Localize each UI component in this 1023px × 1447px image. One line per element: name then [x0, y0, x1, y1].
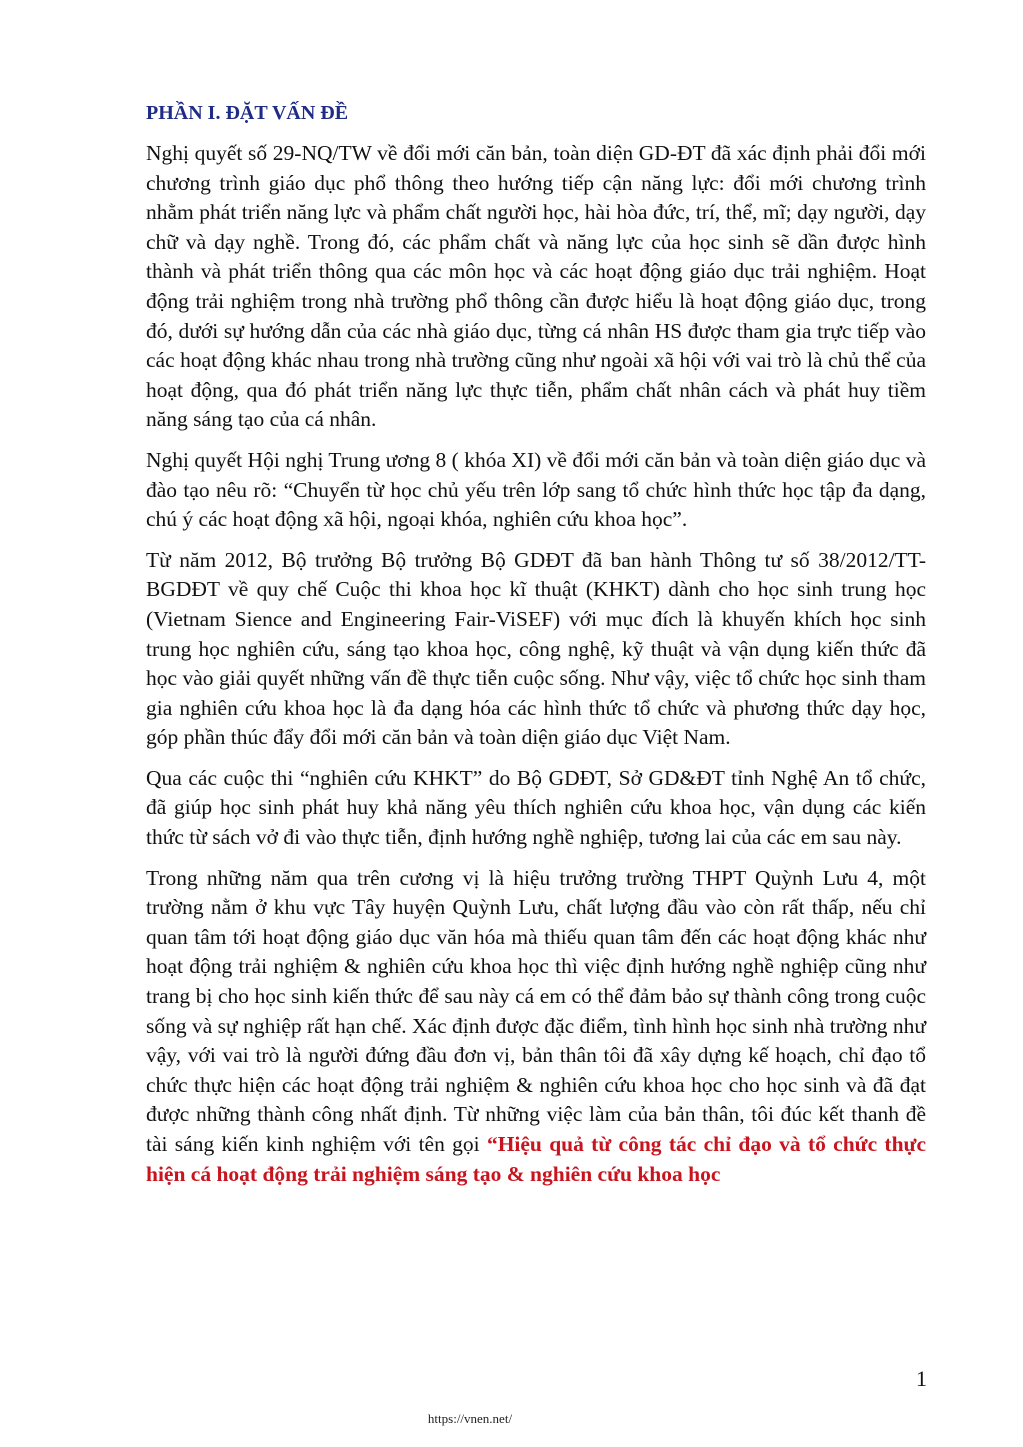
paragraph-2: Nghị quyết Hội nghị Trung ương 8 ( khóa XI) về đổi mới căn bản và toàn diện giáo dục và đào tạo nêu rõ: “Chuyển từ học chủ yếu trên lớp sang tổ chức hình thức học tập đa dạng, chú ý các hoạt động xã hội, ngoại khóa, nghiên cứu khoa học”.	[146, 447, 926, 532]
project-title-emphasis: “Hiệu quả từ công tác chỉ đạo và tổ chức thực hiện cá hoạt động trải nghiệm sáng tạo & nghiên cứu khoa học	[146, 1132, 926, 1186]
paragraph-1: Nghị quyết số 29-NQ/TW về đổi mới căn bản, toàn diện GD-ĐT đã xác định phải đổi mới chương trình giáo dục phổ thông theo hướng tiếp cận năng lực: đổi mới chương trình nhằm phát triển năng lực và phẩm chất người học, hài hòa đức, trí, thể, mĩ; dạy người, dạy chữ và dạy nghề. Trong đó, các phẩm chất và năng lực của học sinh sẽ dần được hình thành và phát triển thông qua các môn học và các hoạt động giáo dục trải nghiệm. Hoạt động trải nghiệm trong nhà trường phổ thông cần được hiểu là hoạt động giáo dục, trong đó, dưới sự hướng dẫn của các nhà giáo dục, từng cá nhân HS được tham gia trực tiếp vào các hoạt động khác nhau trong nhà trường cũng như ngoài xã hội với vai trò là chủ thể của hoạt động, qua đó phát triển năng lực thực tiễn, phẩm chất nhân cách và phát huy tiềm năng sáng tạo của cá nhân.	[146, 141, 926, 432]
section-heading: PHẦN I. ĐẶT VẤN ĐỀ	[146, 102, 349, 124]
paragraph-5-text: Trong những năm qua trên cương vị là hiệu trưởng trường THPT Quỳnh Lưu 4, một trường nằm ở khu vực Tây huyện Quỳnh Lưu, chất lượng đầu vào còn rất thấp, nếu chỉ quan tâm tới hoạt động giáo dục văn hóa mà thiếu quan tâm đến các hoạt động khác như hoạt động trải nghiệm & nghiên cứu khoa học thì việc định hướng nghề nghiệp cũng như trang bị cho học sinh kiến thức để sau này cá em có thể đảm bảo sự thành công trong cuộc sống và sự nghiệp rất hạn chế. Xác định được đặc điểm, tình hình học sinh nhà trường như vậy, với vai trò là người đứng đầu đơn vị, bản thân tôi đã xây dựng kế hoạch, chỉ đạo tổ chức thực hiện các hoạt động trải nghiệm & nghiên cứu khoa học cho học sinh và đã đạt được những thành công nhất định. Từ những việc làm của bản thân, tôi đúc kết thanh đề tài sáng kiến kinh nghiệm với tên gọi	[146, 865, 926, 1156]
body-text	[146, 139, 926, 1200]
page-number: 1	[916, 1366, 927, 1391]
paragraph-3: Từ năm 2012, Bộ trưởng Bộ trưởng Bộ GDĐT đã ban hành Thông tư số 38/2012/TT-BGDĐT về quy chế Cuộc thi khoa học kĩ thuật (KHKT) dành cho học sinh trung học (Vietnam Sience and Engineering Fair-ViSEF) với mục đích là khuyến khích học sinh trung học nghiên cứu, sáng tạo khoa học, công nghệ, kỹ thuật và vận dụng kiến thức đã học vào giải quyết những vấn đề thực tiễn cuộc sống. Như vậy, việc tổ chức học sinh tham gia nghiên cứu khoa học là đa dạng hóa các hình thức tổ chức và phương thức dạy học, góp phần thúc đẩy đổi mới căn bản và toàn diện giáo dục Việt Nam.	[146, 547, 926, 750]
paragraph-5	[146, 864, 926, 1190]
footer-url[interactable]: https://vnen.net/	[427, 1411, 513, 1426]
paragraph-4: Qua các cuộc thi “nghiên cứu KHKT” do Bộ GDĐT, Sở GD&ĐT tỉnh Nghệ An tổ chức, đã giúp học sinh phát huy khả năng yêu thích nghiên cứu khoa học, vận dụng các kiến thức từ sách vở đi vào thực tiễn, định hướng nghề nghiệp, tương lai của các em sau này.	[146, 765, 926, 850]
